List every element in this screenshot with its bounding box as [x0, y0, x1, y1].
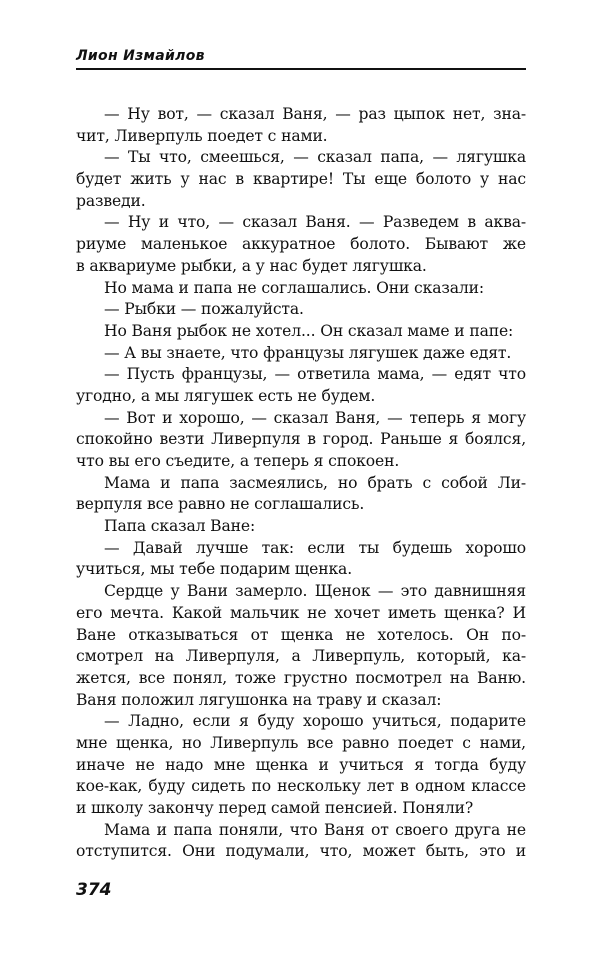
text-line: его мечта. Какой мальчик не хочет иметь щенка? И [76, 603, 526, 622]
text-line: — Рыбки — пожалуйста. [104, 300, 304, 319]
text-line: мне щенка, но Ливерпуль все равно поедет с нами, [76, 733, 526, 752]
text-body [76, 104, 526, 863]
text-line: — Вот и хорошо, — сказал Ваня, — теперь я могу [104, 408, 526, 427]
text-line: и школу закончу перед самой пенсией. Поняли? [76, 799, 474, 817]
text-line: чит, Ливерпуль поедет с нами. [76, 126, 328, 145]
text-line: учиться, мы тебе подарим щенка. [76, 560, 353, 579]
text-line: в аквариуме рыбки, а у нас будет лягушка. [76, 256, 427, 275]
text-line: — Ну вот, — сказал Ваня, — раз цыпок нет, зна- [104, 105, 526, 123]
text-line: Мама и папа засмеялись, но брать с собой Ли- [104, 473, 526, 492]
text-line: Сердце у Вани замерло. Щенок — это давнишняя [104, 582, 526, 601]
text-line: риуме маленькое аккуратное болото. Бывают же [76, 235, 526, 254]
text-line: верпуля все равно не соглашались. [76, 495, 365, 514]
header-rule [76, 68, 526, 70]
text-line: разведи. [76, 191, 146, 210]
text-line: Но мама и папа не соглашались. Они сказали: [104, 278, 484, 297]
text-line: — Ну и что, — сказал Ваня. — Разведем в аква- [104, 213, 526, 232]
running-header-author: Лион Измайлов [76, 48, 205, 64]
text-line: Папа сказал Ване: [104, 517, 256, 536]
text-line: иначе не надо мне щенка и учиться я тогда буду [76, 755, 526, 774]
text-line: — Пусть французы, — ответила мама, — едят что [104, 365, 526, 384]
text-line: отступится. Они подумали, что, может быть, это и [76, 842, 526, 861]
text-line: — А вы знаете, что французы лягушек даже едят. [104, 343, 512, 362]
text-line: жется, все понял, тоже грустно посмотрел на Ваню. [76, 668, 526, 687]
text-line: спокойно везти Ливерпуля в город. Раньше я боялся, [76, 430, 526, 449]
text-line: Но Ваня рыбок не хотел... Он сказал маме и папе: [104, 321, 514, 340]
text-line: кое-как, буду сидеть по нескольку лет в одном классе [76, 777, 526, 796]
text-line: — Давай лучше так: если ты будешь хорошо [104, 538, 526, 557]
text-line: Ваня положил лягушонка на траву и сказал: [76, 690, 442, 709]
text-line: Мама и папа поняли, что Ваня от своего друга не [104, 820, 526, 839]
text-line: что вы его съедите, а теперь я спокоен. [76, 452, 400, 470]
text-line: Ване отказываться от щенка не хотелось. Он по- [76, 625, 526, 644]
text-line: будет жить у нас в квартире! Ты еще болото у нас [76, 170, 526, 189]
text-line: смотрел на Ливерпуля, а Ливерпуль, который, ка- [76, 647, 526, 666]
page-number: 374 [76, 880, 112, 900]
text-line: — Ладно, если я буду хорошо учиться, подарите [104, 712, 526, 731]
text-line: — Ты что, смеешься, — сказал папа, — лягушка [104, 148, 526, 167]
text-line: угодно, а мы лягушек есть не будем. [76, 386, 376, 405]
